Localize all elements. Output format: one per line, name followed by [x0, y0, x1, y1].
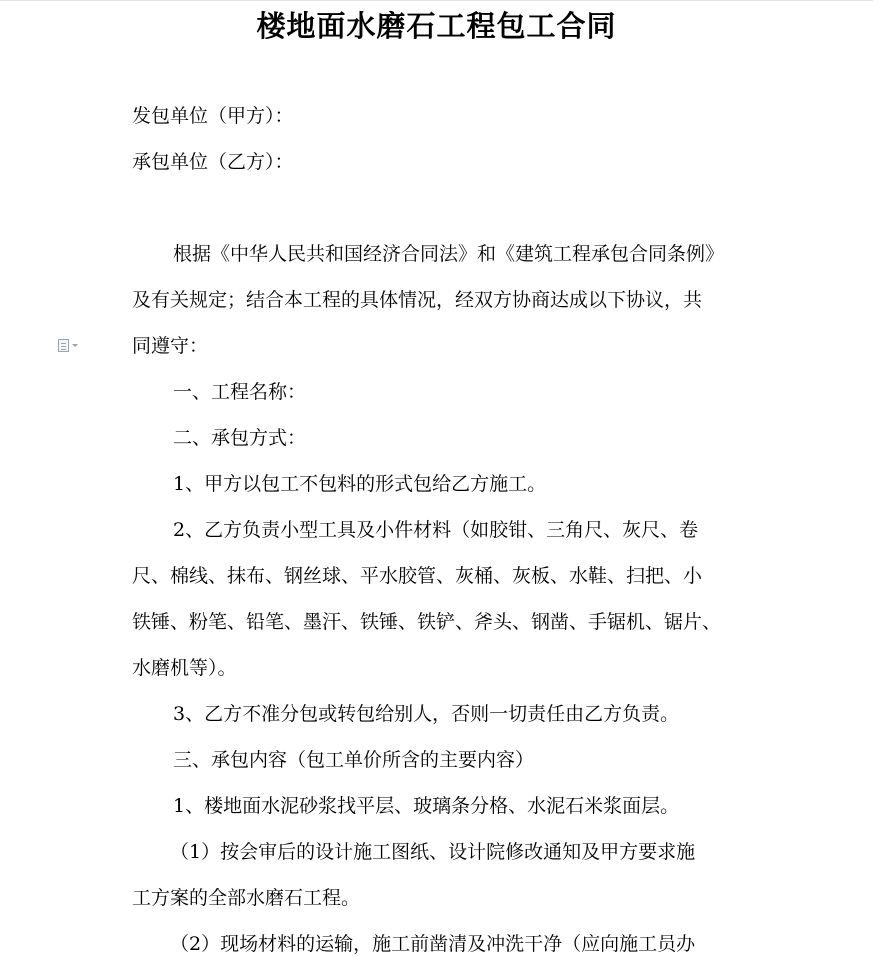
- intro-line-1: 根据《中华人民共和国经济合同法》和《建筑工程承包合同条例》: [173, 243, 725, 265]
- item-3-1-1-line-2: 工方案的全部水磨石工程。: [132, 887, 361, 909]
- clause-2-2-line-1: 2、乙方负责小型工具及小件材料（如胶钳、三角尺、灰尺、卷: [173, 519, 699, 541]
- clause-2-3: 3、乙方不准分包或转包给别人，否则一切责任由乙方负责。: [173, 703, 680, 725]
- section-contract-content: 三、承包内容（包工单价所含的主要内容）: [173, 749, 535, 771]
- document-title: 楼地面水磨石工程包工合同: [256, 9, 617, 43]
- clause-2-2-line-4: 水磨机等）。: [132, 657, 237, 679]
- intro-line-3: 同遵守：: [132, 335, 209, 357]
- clause-2-2-line-2: 尺、棉线、抹布、钢丝球、平水胶管、灰桶、灰板、水鞋、扫把、小: [132, 565, 703, 587]
- item-3-1-2-line-1: （2）现场材料的运输，施工前凿清及冲洗干净（应向施工员办: [170, 933, 696, 955]
- chevron-down-icon: [72, 344, 78, 347]
- clause-2-2-line-3: 铁锤、粉笔、铅笔、墨汗、铁锤、铁铲、斧头、钢凿、手锯机、锯片、: [132, 611, 722, 633]
- section-contract-mode: 二、承包方式：: [173, 427, 307, 449]
- party-b-line: 承包单位（乙方）：: [132, 151, 294, 173]
- party-a-line: 发包单位（甲方）：: [132, 105, 294, 127]
- section-project-name: 一、工程名称：: [173, 381, 307, 403]
- page-top-border: [0, 0, 873, 1]
- item-3-1-1-line-1: （1）按会审后的设计施工图纸、设计院修改通知及甲方要求施: [170, 841, 696, 863]
- paragraph-options-icon[interactable]: [58, 337, 88, 353]
- clause-3-1: 1、楼地面水泥砂浆找平层、玻璃条分格、水泥石米浆面层。: [173, 795, 680, 817]
- intro-line-2: 及有关规定；结合本工程的具体情况，经双方协商达成以下协议，共: [132, 289, 703, 311]
- clause-2-1: 1、甲方以包工不包料的形式包给乙方施工。: [173, 473, 547, 495]
- document-icon: [58, 339, 69, 352]
